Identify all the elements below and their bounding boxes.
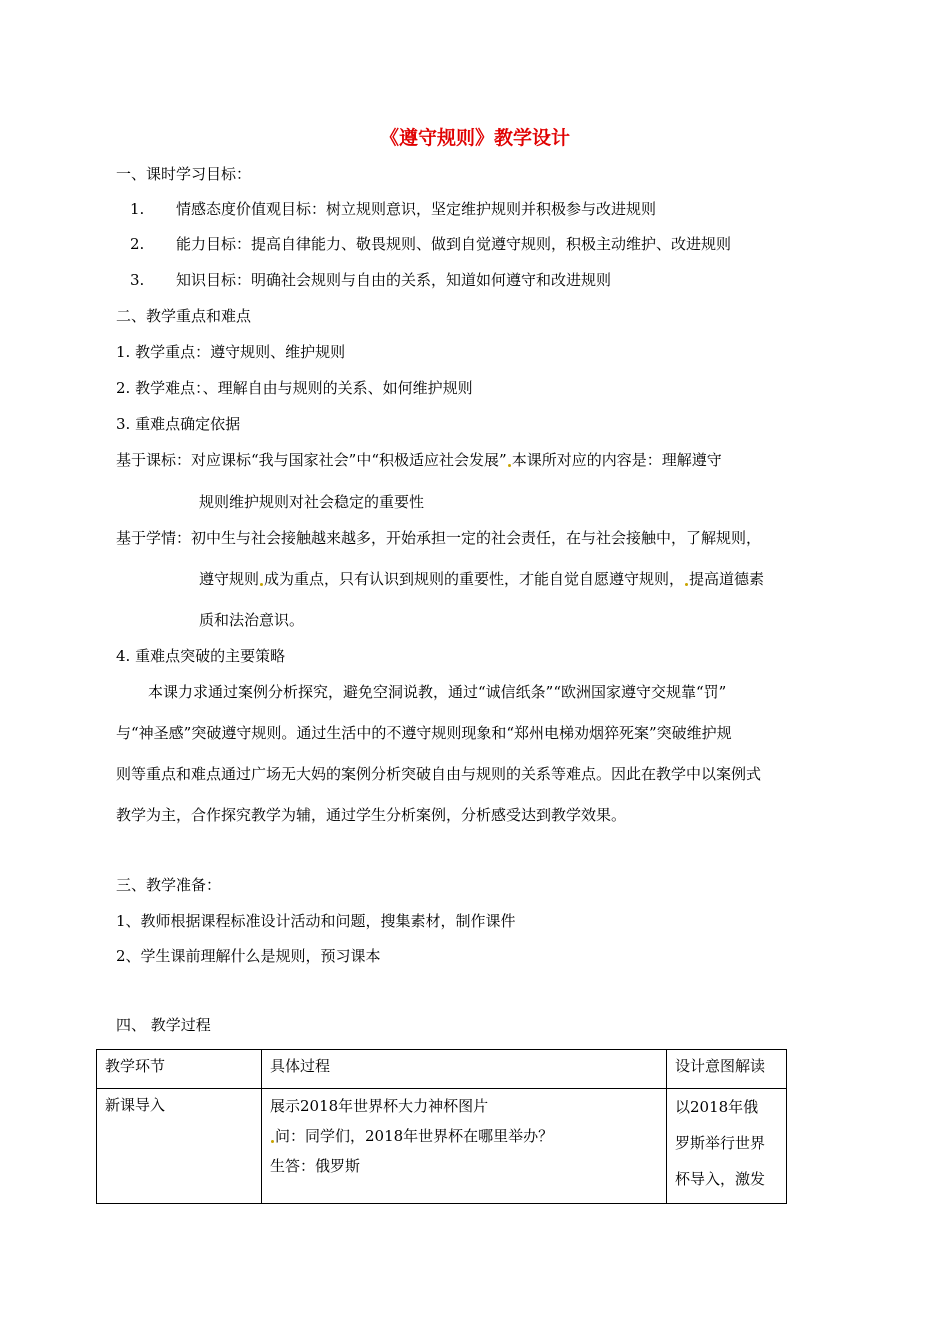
basis-students-end: 质和法治意识。 (199, 611, 305, 629)
mark-dot (508, 464, 511, 467)
section-2-heading: 二、教学重点和难点 (116, 307, 252, 325)
basis-students: 基于学情：初中生与社会接触越来越多，开始承担一定的社会责任，在与社会接触中，了解规则， (116, 529, 762, 547)
intent-line: 杯导入，激发 (675, 1170, 766, 1188)
objective-item (130, 199, 656, 219)
objective-number: 1. (130, 200, 145, 218)
key-point: 1. 教学重点：遵守规则、维护规则 (116, 343, 346, 361)
mark-dot (260, 583, 263, 586)
prep-item: 1、教师根据课程标准设计活动和问题，搜集素材，制作课件 (116, 912, 516, 930)
stage-cell: 新课导入 (105, 1096, 166, 1114)
process-line: 问：同学们，2018年世界杯在哪里举办？ (270, 1121, 658, 1151)
strategy-line: 则等重点和难点通过广场无大妈的案例分析突破自由与规则的关系等难点。因此在教学中以案例式 (116, 765, 762, 783)
mark-dot (271, 1140, 274, 1143)
intent-line: 以2018年俄 (675, 1098, 759, 1116)
objective-item (130, 270, 611, 290)
section-3-heading: 三、教学准备： (116, 876, 222, 894)
basis-curriculum-cont: 规则维护规则对社会稳定的重要性 (199, 493, 425, 511)
difficult-point: 2. 教学难点：、理解自由与规则的关系、如何维护规则 (116, 379, 473, 397)
strategy-line: 教学为主，合作探究教学为辅，通过学生分析案例，分析感受达到教学效果。 (116, 806, 627, 824)
objective-text: 情感态度价值观目标：树立规则意识，坚定维护规则并积极参与改进规则 (176, 200, 657, 218)
basis-heading: 3. 重难点确定依据 (116, 415, 241, 433)
strategy-line: 本课力求通过案例分析探究，避免空洞说教，通过“诚信纸条”“欧洲国家遵守交规靠“罚” (148, 683, 727, 701)
basis-curriculum: 基于课标：对应课标“我与国家社会”中“积极适应社会发展” 本课所对应的内容是：理解遵守 (116, 451, 722, 469)
section-4-heading: 四、 教学过程 (116, 1016, 211, 1034)
table-row (97, 1089, 787, 1204)
mark-dot (685, 583, 688, 586)
section-1-heading: 一、课时学习目标： (116, 165, 252, 183)
objective-item (130, 234, 731, 254)
process-cell (262, 1089, 666, 1187)
page-title: 《遵守规则》教学设计 (379, 127, 570, 149)
strategy-line: 与“神圣感”突破遵守规则。通过生活中的不遵守规则现象和“郑州电梯劝烟猝死案”突破维护规 (116, 724, 732, 742)
objective-number: 2. (130, 235, 145, 253)
process-line: 生答：俄罗斯 (270, 1157, 361, 1175)
intent-line: 罗斯举行世界 (675, 1134, 766, 1152)
basis-students-cont: 遵守规则 成为重点，只有认识到规则的重要性，才能自觉自愿遵守规则， 提高道德素 (199, 570, 765, 588)
process-table (96, 1049, 787, 1204)
header-cell: 具体过程 (270, 1057, 331, 1075)
objective-text: 能力目标：提高自律能力、敬畏规则、做到自觉遵守规则，积极主动维护、改进规则 (176, 235, 732, 253)
strategy-heading: 4. 重难点突破的主要策略 (116, 647, 286, 665)
objective-text: 知识目标：明确社会规则与自由的关系，知道如何遵守和改进规则 (176, 271, 612, 289)
intent-cell (667, 1089, 786, 1203)
prep-item: 2、学生课前理解什么是规则，预习课本 (116, 947, 381, 965)
process-line: 展示2018年世界杯大力神杯图片 (270, 1097, 489, 1115)
objective-number: 3. (130, 271, 145, 289)
header-cell: 设计意图解读 (675, 1057, 766, 1075)
table-header-row (97, 1050, 787, 1089)
header-cell: 教学环节 (105, 1057, 166, 1075)
